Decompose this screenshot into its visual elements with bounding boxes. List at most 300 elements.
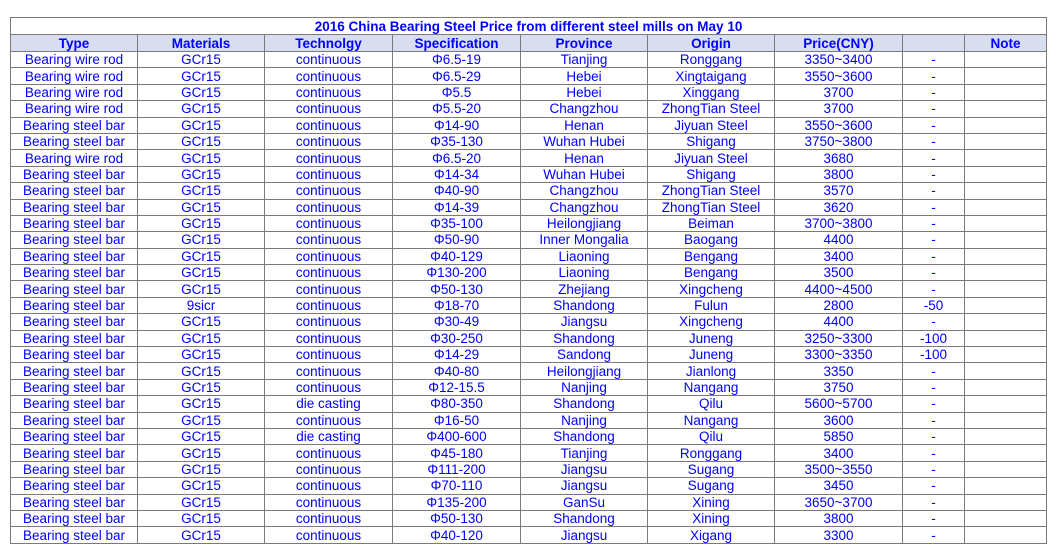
- cell-origin: ZhongTian Steel: [648, 199, 775, 215]
- cell-province: Heilongjiang: [521, 215, 648, 231]
- cell-adjustment: -: [903, 166, 965, 182]
- table-row: [11, 412, 1047, 428]
- cell-price: 3800: [775, 166, 903, 182]
- cell-specification: Φ80-350: [393, 396, 521, 412]
- cell-origin: Qilu: [648, 396, 775, 412]
- table-row: [11, 494, 1047, 510]
- cell-materials: GCr15: [138, 166, 265, 182]
- cell-adjustment: -: [903, 84, 965, 100]
- cell-price: 3700: [775, 84, 903, 100]
- cell-materials: GCr15: [138, 133, 265, 149]
- cell-materials: GCr15: [138, 101, 265, 117]
- cell-origin: Juneng: [648, 347, 775, 363]
- cell-price: 3680: [775, 150, 903, 166]
- cell-type: Bearing steel bar: [11, 297, 138, 313]
- cell-specification: Φ35-100: [393, 215, 521, 231]
- cell-province: Hebei: [521, 84, 648, 100]
- cell-type: Bearing wire rod: [11, 52, 138, 68]
- cell-province: Changzhou: [521, 101, 648, 117]
- cell-specification: Φ40-80: [393, 363, 521, 379]
- cell-materials: GCr15: [138, 248, 265, 264]
- cell-note: [965, 183, 1047, 199]
- cell-specification: Φ50-130: [393, 510, 521, 526]
- cell-province: Changzhou: [521, 199, 648, 215]
- cell-type: Bearing steel bar: [11, 281, 138, 297]
- cell-province: Jiangsu: [521, 527, 648, 543]
- cell-adjustment: -: [903, 379, 965, 395]
- cell-specification: Φ135-200: [393, 494, 521, 510]
- cell-origin: Xining: [648, 510, 775, 526]
- cell-province: Nanjing: [521, 379, 648, 395]
- cell-province: Nanjing: [521, 412, 648, 428]
- cell-type: Bearing steel bar: [11, 215, 138, 231]
- cell-province: Liaoning: [521, 265, 648, 281]
- cell-materials: GCr15: [138, 117, 265, 133]
- cell-adjustment: -: [903, 183, 965, 199]
- cell-adjustment: -: [903, 281, 965, 297]
- cell-price: 3350~3400: [775, 52, 903, 68]
- cell-price: 3750~3800: [775, 133, 903, 149]
- cell-technology: continuous: [265, 510, 393, 526]
- cell-price: 3350: [775, 363, 903, 379]
- cell-adjustment: -: [903, 445, 965, 461]
- cell-materials: GCr15: [138, 461, 265, 477]
- cell-origin: Qilu: [648, 428, 775, 444]
- table-row: [11, 101, 1047, 117]
- column-header-note: Note: [965, 35, 1047, 52]
- cell-adjustment: -: [903, 101, 965, 117]
- cell-price: 3500: [775, 265, 903, 281]
- cell-specification: Φ30-49: [393, 314, 521, 330]
- cell-materials: GCr15: [138, 215, 265, 231]
- cell-origin: Sugang: [648, 461, 775, 477]
- cell-materials: GCr15: [138, 68, 265, 84]
- cell-adjustment: -100: [903, 347, 965, 363]
- cell-origin: ZhongTian Steel: [648, 183, 775, 199]
- cell-materials: GCr15: [138, 232, 265, 248]
- column-header-province: Province: [521, 35, 648, 52]
- cell-province: Liaoning: [521, 248, 648, 264]
- table-row: [11, 478, 1047, 494]
- cell-origin: Bengang: [648, 248, 775, 264]
- cell-technology: die casting: [265, 396, 393, 412]
- cell-type: Bearing steel bar: [11, 412, 138, 428]
- cell-technology: continuous: [265, 183, 393, 199]
- cell-materials: GCr15: [138, 494, 265, 510]
- cell-adjustment: -: [903, 215, 965, 231]
- table-row: [11, 330, 1047, 346]
- cell-note: [965, 461, 1047, 477]
- cell-technology: continuous: [265, 117, 393, 133]
- table-row: [11, 461, 1047, 477]
- cell-price: 5600~5700: [775, 396, 903, 412]
- cell-note: [965, 248, 1047, 264]
- cell-price: 3550~3600: [775, 117, 903, 133]
- cell-adjustment: -: [903, 68, 965, 84]
- cell-adjustment: -: [903, 248, 965, 264]
- cell-adjustment: -: [903, 265, 965, 281]
- cell-type: Bearing steel bar: [11, 347, 138, 363]
- cell-adjustment: -: [903, 363, 965, 379]
- column-header-specification: Specification: [393, 35, 521, 52]
- table-row: [11, 428, 1047, 444]
- cell-price: 3450: [775, 478, 903, 494]
- cell-type: Bearing steel bar: [11, 461, 138, 477]
- cell-origin: Bengang: [648, 265, 775, 281]
- cell-materials: GCr15: [138, 363, 265, 379]
- cell-province: Shandong: [521, 396, 648, 412]
- cell-specification: Φ50-130: [393, 281, 521, 297]
- cell-origin: Shigang: [648, 133, 775, 149]
- cell-specification: Φ400-600: [393, 428, 521, 444]
- cell-technology: continuous: [265, 527, 393, 543]
- cell-origin: Sugang: [648, 478, 775, 494]
- cell-note: [965, 199, 1047, 215]
- cell-note: [965, 396, 1047, 412]
- column-header-price: Price(CNY): [775, 35, 903, 52]
- table-row: [11, 133, 1047, 149]
- cell-specification: Φ111-200: [393, 461, 521, 477]
- cell-specification: Φ12-15.5: [393, 379, 521, 395]
- cell-type: Bearing wire rod: [11, 101, 138, 117]
- cell-adjustment: -: [903, 494, 965, 510]
- cell-materials: GCr15: [138, 347, 265, 363]
- cell-materials: GCr15: [138, 412, 265, 428]
- cell-specification: Φ5.5-20: [393, 101, 521, 117]
- cell-price: 3750: [775, 379, 903, 395]
- cell-note: [965, 101, 1047, 117]
- cell-materials: GCr15: [138, 379, 265, 395]
- cell-specification: Φ40-120: [393, 527, 521, 543]
- cell-type: Bearing steel bar: [11, 117, 138, 133]
- cell-type: Bearing steel bar: [11, 314, 138, 330]
- cell-origin: ZhongTian Steel: [648, 101, 775, 117]
- cell-province: Hebei: [521, 68, 648, 84]
- cell-province: Sandong: [521, 347, 648, 363]
- cell-adjustment: -: [903, 314, 965, 330]
- cell-province: Jiangsu: [521, 314, 648, 330]
- cell-type: Bearing steel bar: [11, 363, 138, 379]
- cell-origin: Fulun: [648, 297, 775, 313]
- cell-technology: continuous: [265, 412, 393, 428]
- cell-note: [965, 215, 1047, 231]
- cell-technology: continuous: [265, 215, 393, 231]
- cell-adjustment: -: [903, 150, 965, 166]
- cell-adjustment: -: [903, 461, 965, 477]
- cell-materials: GCr15: [138, 510, 265, 526]
- table-title: 2016 China Bearing Steel Price from different steel mills on May 10: [11, 18, 1047, 35]
- cell-adjustment: -: [903, 527, 965, 543]
- cell-origin: Ronggang: [648, 52, 775, 68]
- cell-type: Bearing steel bar: [11, 248, 138, 264]
- cell-technology: continuous: [265, 199, 393, 215]
- table-row: [11, 215, 1047, 231]
- cell-price: 3300: [775, 527, 903, 543]
- table-row: [11, 379, 1047, 395]
- cell-origin: Jiyuan Steel: [648, 150, 775, 166]
- cell-technology: continuous: [265, 314, 393, 330]
- cell-origin: Xingtaigang: [648, 68, 775, 84]
- cell-type: Bearing steel bar: [11, 428, 138, 444]
- cell-technology: die casting: [265, 428, 393, 444]
- cell-province: Zhejiang: [521, 281, 648, 297]
- cell-note: [965, 314, 1047, 330]
- cell-specification: Φ14-29: [393, 347, 521, 363]
- cell-province: Wuhan Hubei: [521, 133, 648, 149]
- cell-technology: continuous: [265, 478, 393, 494]
- cell-origin: Shigang: [648, 166, 775, 182]
- table-row: [11, 396, 1047, 412]
- cell-type: Bearing wire rod: [11, 84, 138, 100]
- cell-origin: Xingcheng: [648, 281, 775, 297]
- cell-specification: Φ14-34: [393, 166, 521, 182]
- cell-adjustment: -100: [903, 330, 965, 346]
- table-row: [11, 265, 1047, 281]
- column-header-origin: Origin: [648, 35, 775, 52]
- cell-province: Shandong: [521, 330, 648, 346]
- table-row: [11, 281, 1047, 297]
- cell-technology: continuous: [265, 445, 393, 461]
- cell-materials: GCr15: [138, 396, 265, 412]
- cell-adjustment: -: [903, 478, 965, 494]
- cell-province: Henan: [521, 150, 648, 166]
- cell-technology: continuous: [265, 133, 393, 149]
- cell-materials: GCr15: [138, 527, 265, 543]
- cell-price: 3650~3700: [775, 494, 903, 510]
- cell-technology: continuous: [265, 461, 393, 477]
- cell-origin: Xinggang: [648, 84, 775, 100]
- cell-province: Jiangsu: [521, 478, 648, 494]
- cell-type: Bearing steel bar: [11, 494, 138, 510]
- column-header-materials: Materials: [138, 35, 265, 52]
- cell-type: Bearing steel bar: [11, 510, 138, 526]
- cell-adjustment: -: [903, 396, 965, 412]
- cell-province: Shandong: [521, 428, 648, 444]
- cell-province: Tianjing: [521, 445, 648, 461]
- cell-technology: continuous: [265, 248, 393, 264]
- cell-type: Bearing steel bar: [11, 379, 138, 395]
- cell-specification: Φ50-90: [393, 232, 521, 248]
- cell-origin: Baogang: [648, 232, 775, 248]
- cell-adjustment: -: [903, 510, 965, 526]
- cell-note: [965, 281, 1047, 297]
- cell-province: Shandong: [521, 510, 648, 526]
- cell-province: Inner Mongalia: [521, 232, 648, 248]
- header-row: [11, 35, 1047, 52]
- cell-price: 3250~3300: [775, 330, 903, 346]
- cell-origin: Xining: [648, 494, 775, 510]
- table-row: [11, 445, 1047, 461]
- column-header-type: Type: [11, 35, 138, 52]
- cell-price: 4400: [775, 314, 903, 330]
- cell-technology: continuous: [265, 265, 393, 281]
- cell-adjustment: -: [903, 117, 965, 133]
- cell-origin: Beiman: [648, 215, 775, 231]
- cell-price: 4400~4500: [775, 281, 903, 297]
- cell-specification: Φ70-110: [393, 478, 521, 494]
- cell-province: Heilongjiang: [521, 363, 648, 379]
- cell-technology: continuous: [265, 494, 393, 510]
- cell-technology: continuous: [265, 150, 393, 166]
- cell-specification: Φ6.5-20: [393, 150, 521, 166]
- cell-note: [965, 84, 1047, 100]
- cell-note: [965, 428, 1047, 444]
- cell-note: [965, 117, 1047, 133]
- cell-origin: Jianlong: [648, 363, 775, 379]
- cell-materials: GCr15: [138, 281, 265, 297]
- cell-type: Bearing steel bar: [11, 133, 138, 149]
- cell-province: Shandong: [521, 297, 648, 313]
- table-row: [11, 297, 1047, 313]
- cell-province: Tianjing: [521, 52, 648, 68]
- column-header-adjustment: [903, 35, 965, 52]
- price-table: [10, 17, 1047, 544]
- cell-materials: GCr15: [138, 314, 265, 330]
- table-row: [11, 68, 1047, 84]
- cell-technology: continuous: [265, 101, 393, 117]
- table-row: [11, 166, 1047, 182]
- cell-materials: GCr15: [138, 428, 265, 444]
- cell-materials: GCr15: [138, 183, 265, 199]
- table-row: [11, 199, 1047, 215]
- cell-price: 3800: [775, 510, 903, 526]
- cell-price: 3700~3800: [775, 215, 903, 231]
- cell-technology: continuous: [265, 330, 393, 346]
- cell-price: 4400: [775, 232, 903, 248]
- cell-price: 3400: [775, 445, 903, 461]
- cell-note: [965, 52, 1047, 68]
- cell-materials: GCr15: [138, 199, 265, 215]
- table-row: [11, 248, 1047, 264]
- cell-materials: GCr15: [138, 52, 265, 68]
- cell-type: Bearing steel bar: [11, 478, 138, 494]
- cell-price: 3400: [775, 248, 903, 264]
- cell-price: 3700: [775, 101, 903, 117]
- cell-specification: Φ16-50: [393, 412, 521, 428]
- cell-type: Bearing steel bar: [11, 265, 138, 281]
- cell-type: Bearing steel bar: [11, 445, 138, 461]
- cell-type: Bearing steel bar: [11, 183, 138, 199]
- cell-adjustment: -: [903, 199, 965, 215]
- cell-note: [965, 297, 1047, 313]
- cell-price: 3300~3350: [775, 347, 903, 363]
- cell-origin: Xigang: [648, 527, 775, 543]
- table-row: [11, 314, 1047, 330]
- cell-technology: continuous: [265, 52, 393, 68]
- cell-specification: Φ35-130: [393, 133, 521, 149]
- table-body: [11, 52, 1047, 544]
- table-row: [11, 232, 1047, 248]
- cell-technology: continuous: [265, 347, 393, 363]
- cell-technology: continuous: [265, 232, 393, 248]
- table-row: [11, 363, 1047, 379]
- cell-materials: GCr15: [138, 330, 265, 346]
- cell-note: [965, 166, 1047, 182]
- cell-specification: Φ14-39: [393, 199, 521, 215]
- cell-price: 3620: [775, 199, 903, 215]
- cell-origin: Nangang: [648, 412, 775, 428]
- cell-note: [965, 150, 1047, 166]
- cell-technology: continuous: [265, 68, 393, 84]
- cell-price: 3500~3550: [775, 461, 903, 477]
- cell-note: [965, 478, 1047, 494]
- cell-note: [965, 68, 1047, 84]
- cell-price: 3550~3600: [775, 68, 903, 84]
- cell-specification: Φ6.5-29: [393, 68, 521, 84]
- cell-adjustment: -: [903, 133, 965, 149]
- cell-technology: continuous: [265, 363, 393, 379]
- cell-type: Bearing steel bar: [11, 232, 138, 248]
- cell-adjustment: -: [903, 52, 965, 68]
- cell-note: [965, 133, 1047, 149]
- table-row: [11, 150, 1047, 166]
- cell-materials: GCr15: [138, 265, 265, 281]
- cell-price: 3570: [775, 183, 903, 199]
- cell-technology: continuous: [265, 297, 393, 313]
- cell-type: Bearing steel bar: [11, 330, 138, 346]
- cell-note: [965, 363, 1047, 379]
- cell-origin: Xingcheng: [648, 314, 775, 330]
- cell-note: [965, 347, 1047, 363]
- cell-note: [965, 494, 1047, 510]
- cell-adjustment: -: [903, 412, 965, 428]
- cell-materials: GCr15: [138, 84, 265, 100]
- cell-province: GanSu: [521, 494, 648, 510]
- cell-type: Bearing steel bar: [11, 166, 138, 182]
- cell-price: 5850: [775, 428, 903, 444]
- table-row: [11, 527, 1047, 543]
- cell-adjustment: -: [903, 428, 965, 444]
- cell-price: 3600: [775, 412, 903, 428]
- cell-note: [965, 379, 1047, 395]
- cell-note: [965, 510, 1047, 526]
- cell-price: 2800: [775, 297, 903, 313]
- cell-adjustment: -: [903, 232, 965, 248]
- cell-technology: continuous: [265, 84, 393, 100]
- cell-note: [965, 232, 1047, 248]
- column-header-technology: Technolgy: [265, 35, 393, 52]
- cell-province: Changzhou: [521, 183, 648, 199]
- table-row: [11, 347, 1047, 363]
- cell-type: Bearing steel bar: [11, 396, 138, 412]
- cell-specification: Φ30-250: [393, 330, 521, 346]
- table-row: [11, 84, 1047, 100]
- cell-note: [965, 412, 1047, 428]
- table-row: [11, 52, 1047, 68]
- cell-specification: Φ40-129: [393, 248, 521, 264]
- cell-specification: Φ14-90: [393, 117, 521, 133]
- cell-origin: Nangang: [648, 379, 775, 395]
- cell-type: Bearing wire rod: [11, 68, 138, 84]
- cell-note: [965, 527, 1047, 543]
- cell-specification: Φ6.5-19: [393, 52, 521, 68]
- cell-materials: 9sicr: [138, 297, 265, 313]
- price-table-container: [10, 17, 1047, 544]
- cell-origin: Jiyuan Steel: [648, 117, 775, 133]
- cell-type: Bearing steel bar: [11, 527, 138, 543]
- table-row: [11, 117, 1047, 133]
- cell-specification: Φ45-180: [393, 445, 521, 461]
- cell-specification: Φ130-200: [393, 265, 521, 281]
- cell-note: [965, 330, 1047, 346]
- cell-type: Bearing steel bar: [11, 199, 138, 215]
- table-row: [11, 183, 1047, 199]
- table-row: [11, 510, 1047, 526]
- cell-specification: Φ18-70: [393, 297, 521, 313]
- cell-technology: continuous: [265, 166, 393, 182]
- cell-materials: GCr15: [138, 445, 265, 461]
- cell-technology: continuous: [265, 281, 393, 297]
